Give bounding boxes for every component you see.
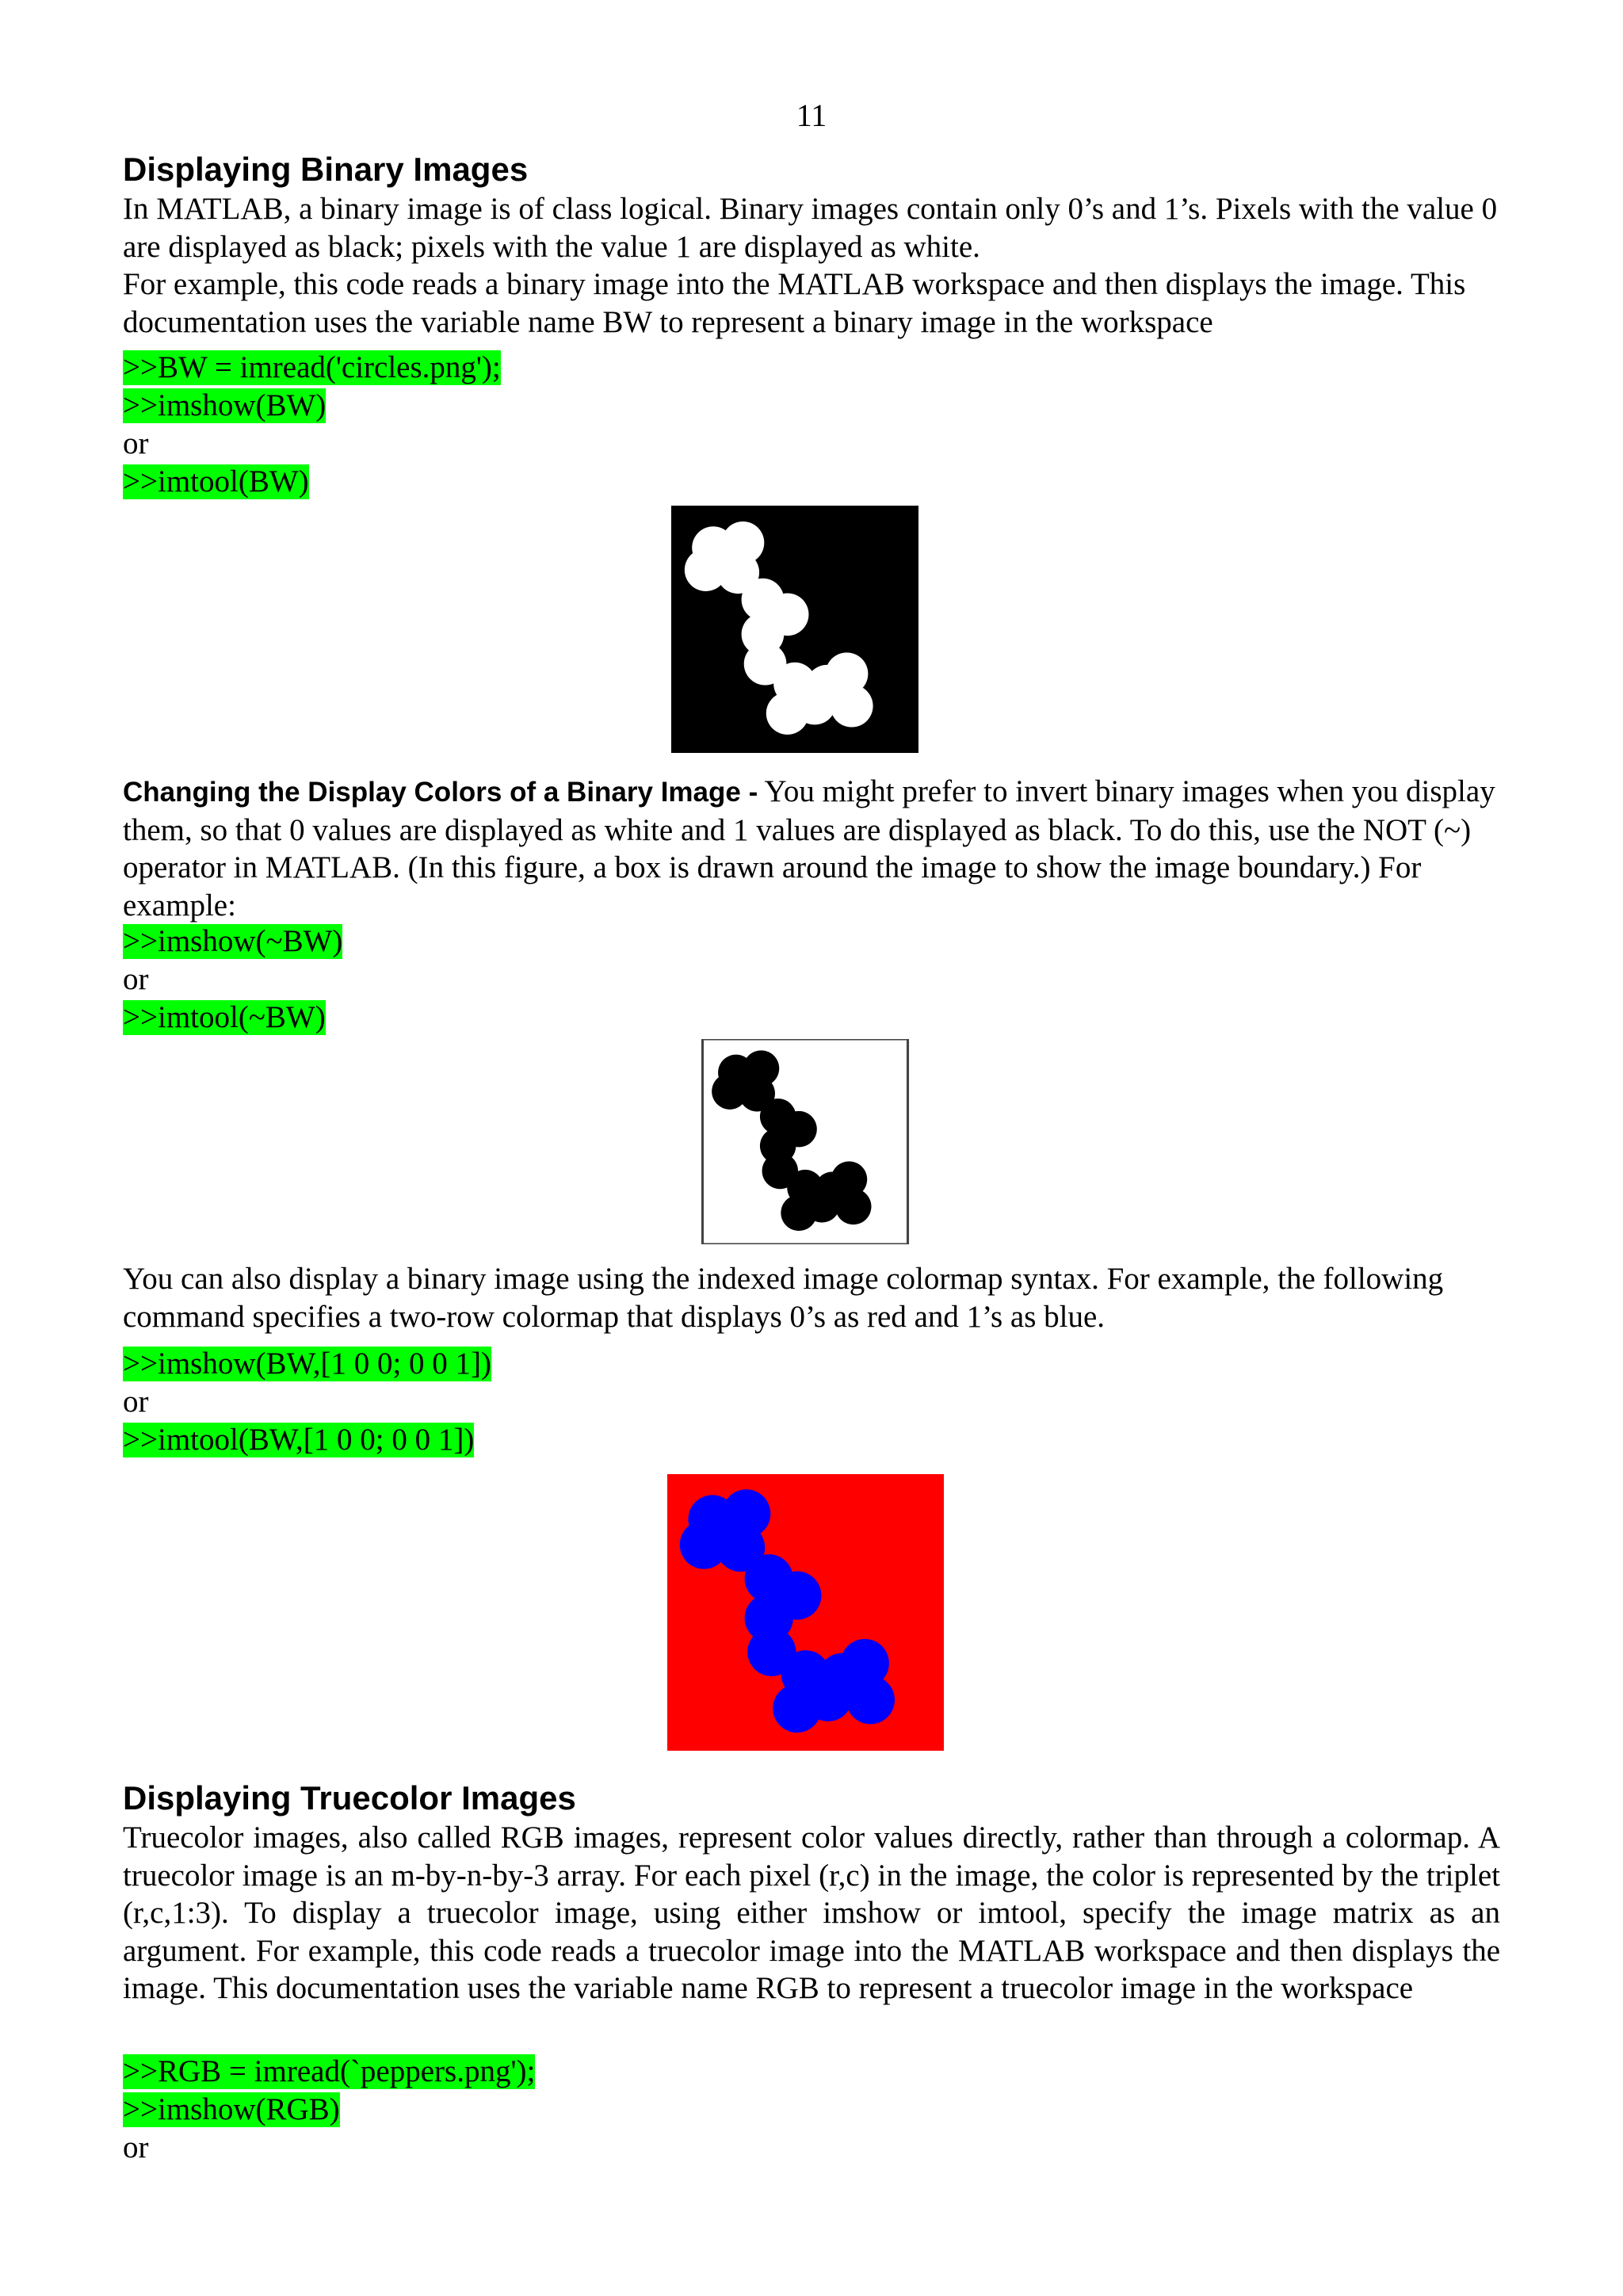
or-text: or <box>123 426 149 460</box>
circle-blob <box>804 1673 852 1721</box>
circle-blob <box>831 685 873 728</box>
code-text: >>imshow(~BW) <box>123 924 343 958</box>
code-text: >>imtool(BW) <box>123 464 309 499</box>
code-text: >>imshow(RGB) <box>123 2092 340 2126</box>
code-line <box>123 2091 340 2129</box>
paragraph-display-colors <box>123 773 1500 924</box>
section-heading-truecolor-images: Displaying Truecolor Images <box>123 1779 576 1817</box>
code-line <box>123 387 326 425</box>
code-line <box>123 349 501 387</box>
page-number: 11 <box>796 97 827 133</box>
circle-blob <box>804 1186 839 1222</box>
section-heading-binary-images: Displaying Binary Images <box>123 151 529 188</box>
colormap-binary-image-figure <box>667 1474 944 1751</box>
circles-image-inverted <box>701 1039 910 1244</box>
circle-blob <box>835 1189 871 1224</box>
paragraph-binary-example: For example, this code reads a binary image into the MATLAB workspace and then displays the image. This documentation uses the variable name BW to represent a binary image in the workspace <box>123 267 1466 339</box>
code-text: >>imtool(BW,[1 0 0; 0 0 1]) <box>123 1423 475 1457</box>
paragraph-binary-intro: In MATLAB, a binary image is of class logical. Binary images contain only 0’s and 1’s. Pixels with the value 0 are displayed as black; pixels with the value 1 are displayed as white. <box>123 192 1498 264</box>
code-line <box>123 1345 491 1383</box>
code-line <box>123 999 326 1037</box>
or-text: or <box>123 962 149 996</box>
inline-heading: Changing the Display Colors of a Binary Image - <box>123 777 758 808</box>
paragraph-display-colors-text: You might prefer to invert binary images when you display them, so that 0 values are displayed as white and 1 values are displayed as black. To do this, use the NOT (~) operator in MATLAB. (In this figure, a box is drawn around the image to show the image boundary.) For example: <box>123 774 1495 923</box>
inverted-binary-image-figure <box>701 1039 910 1244</box>
binary-image-figure <box>670 506 920 753</box>
code-text: >>RGB = imread(`peppers.png'); <box>123 2054 536 2088</box>
circle-blob <box>793 682 836 725</box>
code-text: >>imshow(BW) <box>123 388 327 422</box>
circles-image <box>670 506 920 753</box>
code-text: >>BW = imread('circles.png'); <box>123 350 501 384</box>
code-text: >>imtool(~BW) <box>123 1000 326 1034</box>
code-line <box>123 923 342 961</box>
or-text: or <box>123 2130 149 2164</box>
code-line <box>123 2053 535 2091</box>
or-text: or <box>123 1385 149 1419</box>
paragraph-colormap: You can also display a binary image using the indexed image colormap syntax. For example, the following command specifies a two-row colormap that displays 0’s as red and 1’s as blue. <box>123 1262 1444 1334</box>
paragraph-truecolor: Truecolor images, also called RGB images, represent color values directly, rather than through a colormap. A truecolor image is an m-by-n-by-3 array. For each pixel (r,c) in the image, the color is represented by the triplet (r,c,1:3). To display a truecolor image, using either imshow or imtool, specify the image matrix as an argument. For example, this code reads a truecolor image into the MATLAB workspace and then displays the image. This documentation uses the variable name RGB to represent a truecolor image in the workspace <box>123 1820 1500 2006</box>
code-line <box>123 463 309 501</box>
circles-image-colormap <box>667 1474 944 1751</box>
code-text: >>imshow(BW,[1 0 0; 0 0 1]) <box>123 1347 492 1381</box>
code-line <box>123 1421 474 1459</box>
circle-blob <box>846 1675 895 1724</box>
